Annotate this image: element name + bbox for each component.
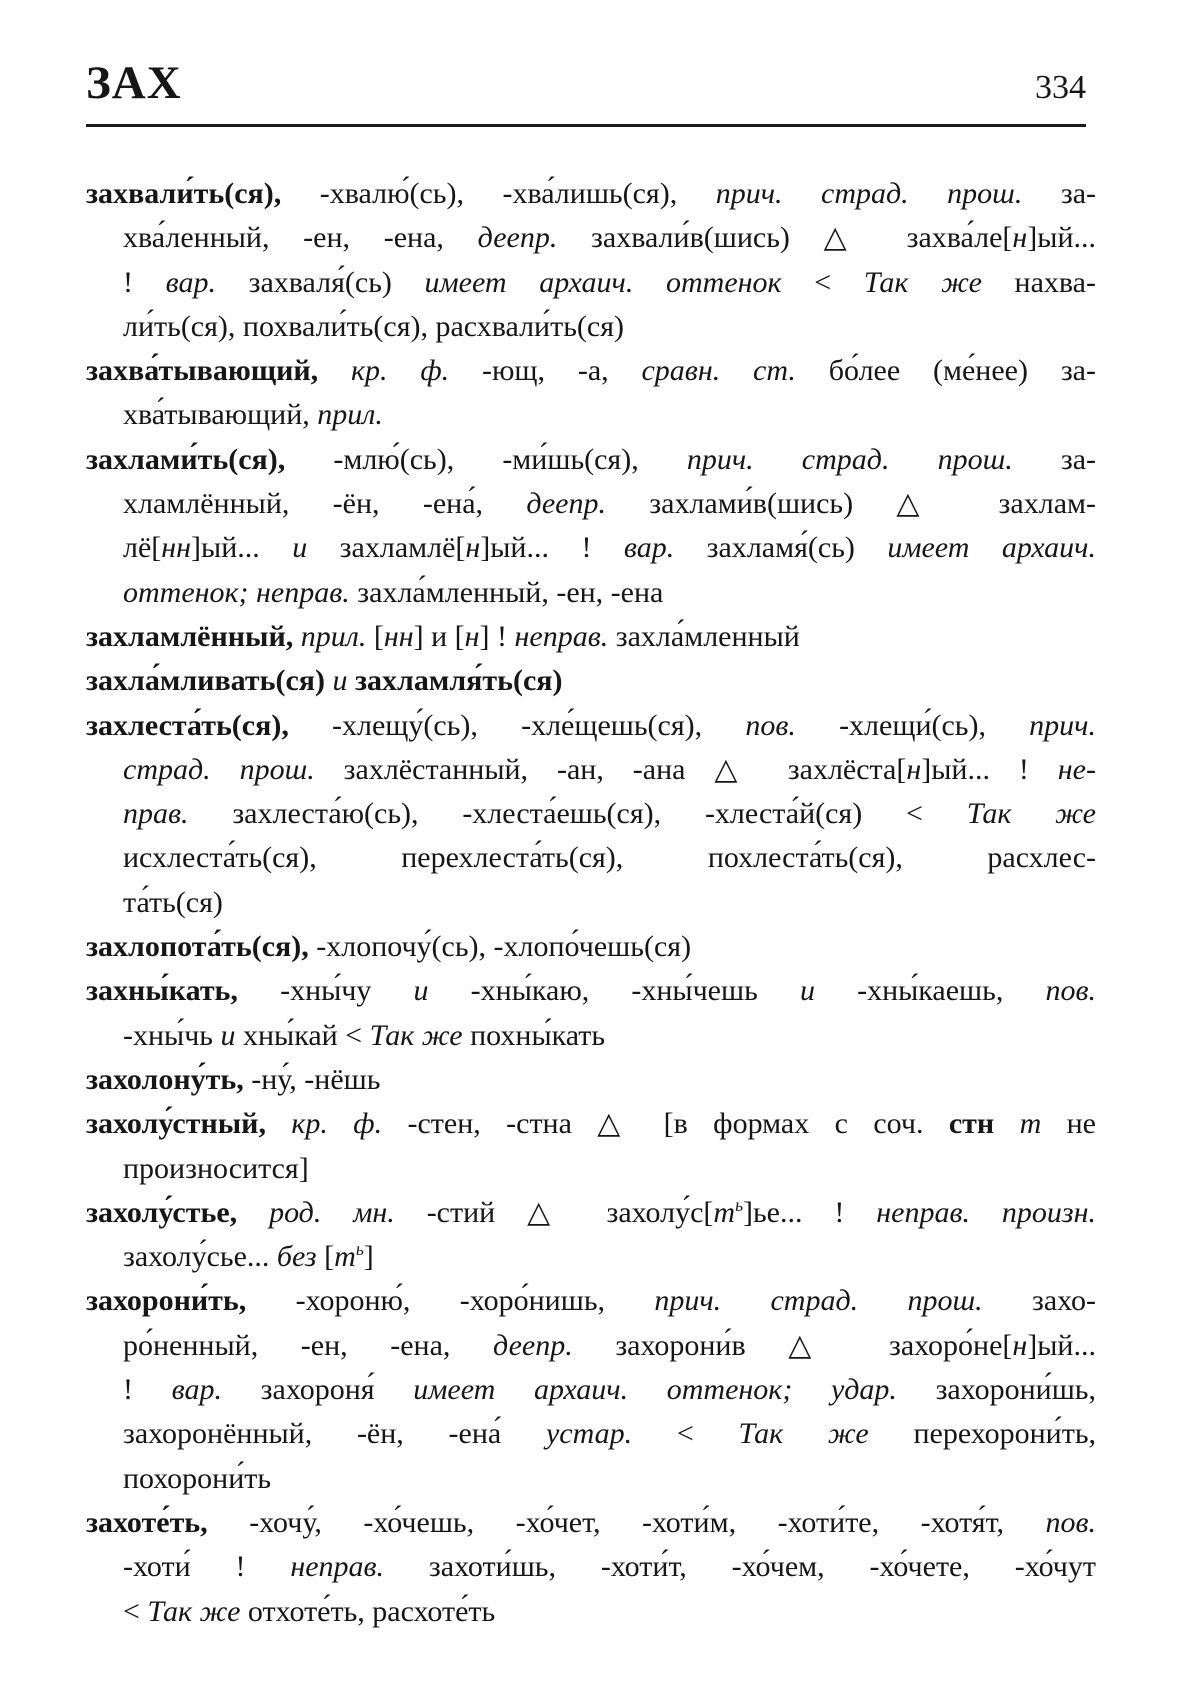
text-run: -хлещу́(сь), -хле́щешь(ся),	[332, 708, 746, 742]
entry-line	[86, 1191, 1096, 1235]
entry-line	[86, 748, 1096, 792]
text-run: захлёстанный, -ан, -ана △ захлёста[	[343, 752, 907, 786]
text-run: захла́мливать(ся)	[86, 664, 333, 698]
text-run: прич. страд. прош.	[686, 442, 1061, 476]
text-run: захламля́ть(ся)	[347, 664, 563, 698]
entry-line	[86, 1368, 1096, 1412]
text-run: род. мн.	[269, 1195, 427, 1229]
text-run: отхоте́ть, расхоте́ть	[240, 1594, 496, 1628]
dictionary-entry	[86, 1102, 1096, 1191]
text-run: захолону́ть,	[86, 1062, 252, 1096]
entry-line	[86, 1279, 1096, 1323]
text-run: ]ый...	[191, 531, 293, 565]
text-run: -хороню́, -хоро́нишь,	[295, 1284, 655, 1318]
text-run: ] и [	[413, 619, 465, 653]
text-run: имеет архаич. оттенок	[424, 265, 782, 299]
dictionary-entry	[86, 172, 1096, 349]
text-run: сравн. ст.	[641, 354, 829, 388]
text-run: н	[464, 619, 480, 653]
text-run: деепр.	[493, 1328, 616, 1362]
text-run: имеет архаич. оттенок; удар.	[413, 1373, 936, 1407]
text-run: деепр.	[526, 487, 650, 521]
text-run: пов.	[745, 708, 840, 742]
text-run: ]ый... !	[480, 531, 624, 565]
entry-line	[86, 836, 1096, 880]
text-run: ро́ненный, -ен, -ена,	[123, 1328, 494, 1362]
text-run: Так же	[738, 1417, 869, 1451]
text-run: прич. страд. прош.	[654, 1284, 1032, 1318]
text-run: и	[413, 974, 429, 1008]
text-run: <	[632, 1417, 739, 1451]
text-run: пов.	[1045, 1505, 1096, 1539]
entry-line	[86, 1501, 1096, 1545]
text-run: и	[332, 664, 348, 698]
text-run: и	[220, 1018, 236, 1052]
entry-line	[86, 349, 1096, 393]
text-run: ]	[363, 1240, 374, 1274]
entry-line	[86, 1324, 1096, 1368]
text-run: неправ.	[514, 619, 616, 653]
text-run: н	[1012, 1328, 1028, 1362]
text-run: -стен, -стна △ [в формах с соч.	[407, 1107, 949, 1141]
dictionary-entry	[86, 704, 1096, 925]
text-run: похорони́ть	[123, 1461, 272, 1495]
entry-line	[86, 393, 1096, 437]
text-run: нн	[161, 531, 192, 565]
text-run: вар.	[171, 1373, 261, 1407]
text-run: захны́кать,	[86, 974, 281, 1008]
entry-line	[86, 925, 1096, 969]
text-run: хны́кай <	[235, 1018, 370, 1052]
dictionary-entry	[86, 969, 1096, 1058]
text-run: захламлённый,	[86, 619, 301, 653]
text-run: -ющ, -а,	[482, 354, 642, 388]
entry-line	[86, 1235, 1096, 1279]
text-run: захваля́(сь)	[248, 265, 425, 299]
text-run: захвали́в(шись) △ захва́ле[	[591, 221, 1013, 255]
text-run: Так же	[863, 265, 982, 299]
text-run: ]ый...	[1027, 221, 1096, 255]
text-run: без	[276, 1240, 317, 1274]
text-run: -стий △ захолу́с[	[426, 1195, 714, 1229]
text-run: пов.	[1045, 974, 1097, 1008]
text-run: нахва-	[981, 265, 1096, 299]
entry-line	[86, 615, 1096, 659]
text-run: ]ый... !	[921, 752, 1058, 786]
text-run: захлами́ть(ся),	[86, 442, 334, 476]
text-run: -ну́, -нёшь	[251, 1062, 381, 1096]
text-run: оттенок; неправ.	[123, 575, 358, 609]
text-run: бо́лее (ме́нее) за-	[828, 354, 1096, 388]
text-run: захо-	[1031, 1284, 1096, 1318]
text-run: прич.	[1029, 708, 1096, 742]
text-run: захла́мленный, -ен, -ена	[357, 575, 664, 609]
text-run: -хочу́, -хо́чешь, -хо́чет, -хоти́м, -хоти́те, -хотя́т,	[249, 1505, 1046, 1539]
text-run: лё[	[123, 531, 162, 565]
text-run: перехорони́ть,	[868, 1417, 1096, 1451]
entry-line	[86, 216, 1096, 260]
text-run: <	[123, 1594, 148, 1628]
dictionary-entry	[86, 349, 1096, 438]
page-number: 334	[1035, 69, 1086, 106]
text-run: захорони́шь,	[935, 1373, 1096, 1407]
text-run: захламя́(сь)	[706, 531, 888, 565]
text-run: захла́мленный	[615, 619, 800, 653]
text-run: н	[906, 752, 922, 786]
text-run: не	[1041, 1107, 1097, 1141]
text-run: ли́ть(ся), похвали́ть(ся), расхвали́ть(ся)	[123, 309, 624, 343]
text-run: и	[799, 974, 815, 1008]
text-run: -хны́чь	[123, 1018, 221, 1052]
text-run: Так же	[966, 797, 1096, 831]
text-run: прав.	[123, 797, 233, 831]
text-run: [	[373, 619, 384, 653]
entries-list	[86, 172, 1096, 1634]
text-run: т	[334, 1240, 356, 1274]
text-run: ь	[355, 1239, 364, 1260]
header-rule	[86, 124, 1086, 127]
text-run: хва́ленный, -ен, -ена,	[123, 221, 478, 255]
text-run: хва́тывающий,	[123, 398, 318, 432]
text-run: ]ье... !	[743, 1195, 877, 1229]
dictionary-entry	[86, 1501, 1096, 1634]
text-run: -хлещи́(сь),	[839, 708, 1030, 742]
text-run: -млю́(сь), -ми́шь(ся),	[333, 442, 687, 476]
text-run: нн	[383, 619, 414, 653]
entry-line	[86, 1545, 1096, 1589]
entry-line	[86, 881, 1096, 925]
text-run: кр. ф.	[291, 1107, 408, 1141]
text-run: не-	[1057, 752, 1096, 786]
text-run: неправ. произн.	[876, 1195, 1096, 1229]
text-run: и	[292, 531, 308, 565]
text-run: !	[123, 265, 166, 299]
text-run: имеет архаич.	[887, 531, 1096, 565]
entry-line	[86, 1058, 1096, 1102]
text-run: [	[316, 1240, 335, 1274]
text-run: та́ть(ся)	[123, 885, 223, 919]
text-run: захолу́стный,	[86, 1107, 292, 1141]
text-run: захлопота́ть(ся),	[86, 930, 317, 964]
text-run: прич. страд. прош.	[715, 177, 1061, 210]
text-run: прил.	[300, 619, 374, 653]
dictionary-entry	[86, 615, 1096, 659]
text-run: <	[781, 265, 864, 299]
entry-line	[86, 1457, 1096, 1501]
text-run: захва́тывающий,	[86, 354, 351, 388]
text-run: ]ый...	[1027, 1328, 1096, 1362]
text-run: деепр.	[477, 221, 592, 255]
text-run: кр. ф.	[351, 354, 482, 388]
entry-line	[86, 1102, 1096, 1146]
text-run: -хны́каю, -хны́чешь	[428, 974, 800, 1008]
entry-line	[86, 1590, 1096, 1634]
entry-line	[86, 1147, 1096, 1191]
page-header	[86, 57, 1086, 109]
entry-line	[86, 526, 1096, 570]
text-run: ь	[735, 1194, 743, 1215]
text-run	[994, 1107, 1019, 1140]
text-run: прил.	[317, 398, 383, 432]
text-run: хламлённый, -ён, -ена́,	[123, 487, 527, 521]
entry-line	[86, 571, 1096, 615]
text-run: -хны́чу	[280, 974, 414, 1008]
text-run: захороня́	[260, 1373, 414, 1407]
text-run: похны́кать	[462, 1018, 606, 1052]
entry-line	[86, 659, 1096, 703]
dictionary-entry	[86, 1191, 1096, 1280]
text-run: захлеста́ть(ся),	[86, 708, 333, 742]
entry-line	[86, 482, 1096, 526]
text-run: за-	[1060, 442, 1096, 476]
entry-line	[86, 704, 1096, 748]
text-run: Так же	[147, 1594, 241, 1628]
text-run: произносится]	[123, 1151, 309, 1185]
text-run: Так же	[369, 1018, 463, 1052]
entry-line	[86, 792, 1096, 836]
text-run: т	[1019, 1107, 1042, 1141]
text-run: захлами́в(шись) △ захлам-	[649, 487, 1096, 521]
text-run: исхлеста́ть(ся), перехлеста́ть(ся), похлеста́ть(ся), расхлес-	[123, 841, 1096, 875]
text-run: -хоти́ !	[123, 1550, 291, 1584]
text-run: захорони́в △ захоро́не[	[615, 1328, 1013, 1362]
text-run: захолу́стье,	[86, 1195, 270, 1229]
text-run: н	[465, 531, 481, 565]
text-run: -хвалю́(сь), -хва́лишь(ся),	[319, 177, 716, 210]
text-run: вар.	[165, 265, 249, 299]
text-run: вар.	[623, 531, 707, 565]
dictionary-entry	[86, 438, 1096, 615]
text-run: захорони́ть,	[86, 1284, 296, 1318]
text-run: захвали́ть(ся),	[86, 177, 320, 210]
text-run: устар.	[545, 1417, 633, 1451]
dictionary-entry	[86, 925, 1096, 969]
entry-line	[86, 1412, 1096, 1456]
text-run: захоронённый, -ён, -ена́	[123, 1417, 546, 1451]
dictionary-entry	[86, 659, 1096, 703]
text-run: захоти́шь, -хоти́т, -хо́чем, -хо́чете, -хо́чут	[428, 1550, 1096, 1584]
text-run: страд. прош.	[123, 752, 344, 786]
text-run: захолу́сье...	[123, 1240, 277, 1274]
text-run: !	[123, 1373, 172, 1407]
entry-line	[86, 172, 1096, 216]
entry-line	[86, 438, 1096, 482]
text-run: за-	[1060, 177, 1096, 210]
dictionary-entry	[86, 1279, 1096, 1500]
entry-line	[86, 261, 1096, 305]
text-run: захламлё[	[307, 531, 466, 565]
text-run: захлеста́ю(сь), -хлеста́ешь(ся), -хлеста́й(ся) <	[232, 797, 967, 831]
entry-line	[86, 969, 1096, 1013]
text-run: т	[713, 1195, 736, 1229]
running-head: ЗАХ	[86, 57, 182, 109]
entry-line	[86, 1014, 1096, 1058]
entry-line	[86, 305, 1096, 349]
text-run: ] !	[479, 619, 515, 653]
text-run: н	[1012, 221, 1028, 255]
text-run: -хны́каешь,	[814, 974, 1046, 1008]
dictionary-entry	[86, 1058, 1096, 1102]
text-run: захоте́ть,	[86, 1505, 250, 1539]
text-run: -хлопочу́(сь), -хлопо́чешь(ся)	[316, 930, 692, 964]
text-run: стн	[948, 1107, 995, 1141]
text-run: неправ.	[290, 1550, 429, 1584]
